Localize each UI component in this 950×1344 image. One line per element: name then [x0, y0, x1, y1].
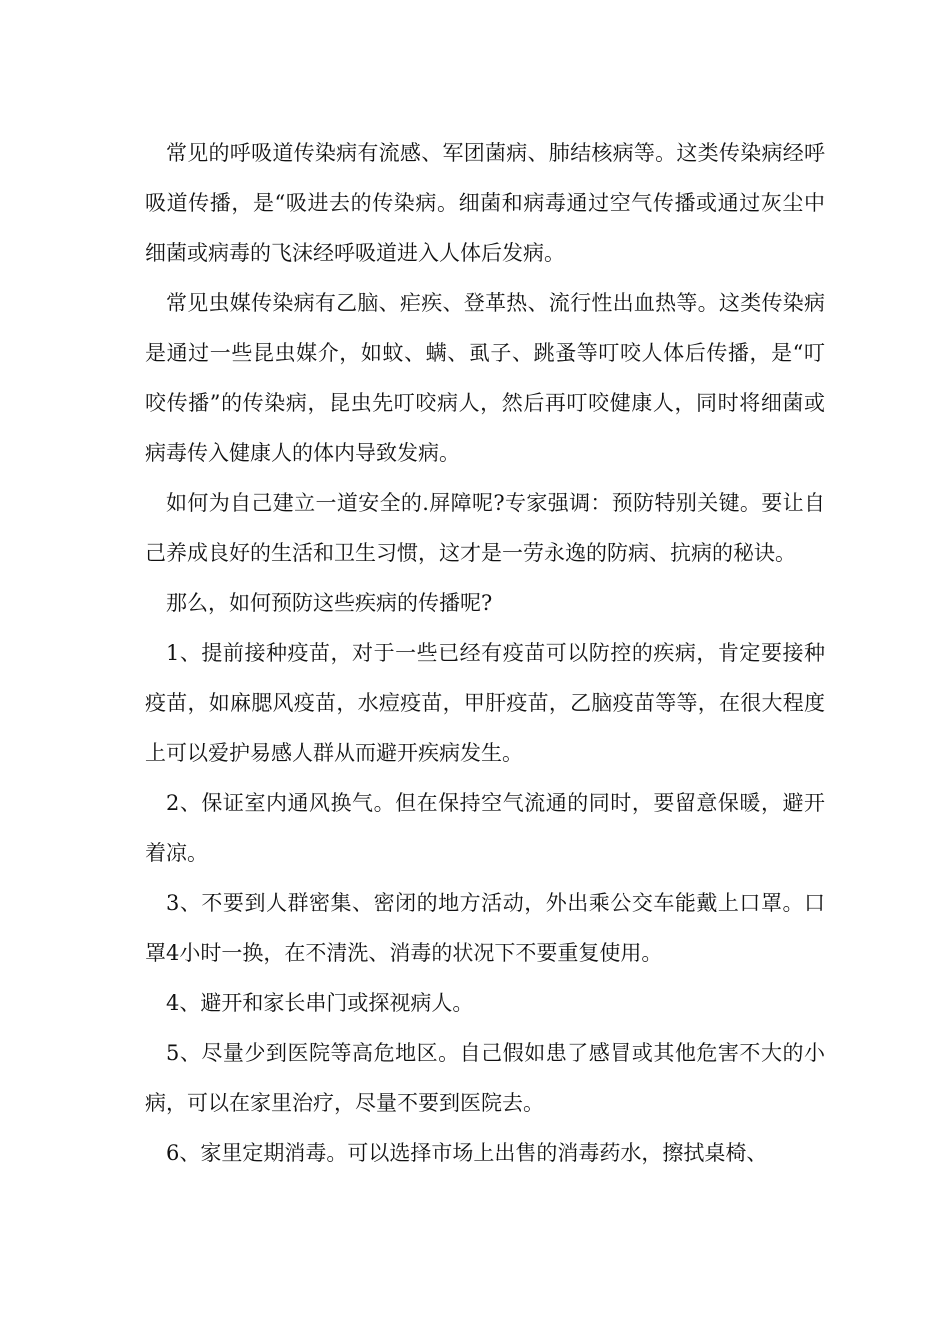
paragraph-prevention-question: 那么，如何预防这些疾病的传播呢?	[166, 591, 493, 615]
list-item-avoid-hospitals: 5、尽量少到医院等高危地区。自己假如患了感冒或其他危害不大的小病，可以在家里治疗，尽量不要到医院去。	[145, 1041, 825, 1115]
list-item-vaccination: 1、提前接种疫苗，对于一些已经有疫苗可以防控的疾病，肯定要接种疫苗，如麻腮风疫苗，水痘疫苗，甲肝疫苗，乙脑疫苗等等，在很大程度上可以爱护易感人群从而避开疾病发生。	[145, 641, 825, 765]
list-item-disinfection: 6、家里定期消毒。可以选择市场上出售的消毒药水，擦拭桌椅、	[166, 1141, 768, 1165]
document-body	[145, 128, 825, 1178]
list-item-ventilation: 2、保证室内通风换气。但在保持空气流通的同时，要留意保暖，避开着凉。	[145, 791, 825, 865]
list-item-avoid-visits: 4、避开和家长串门或探视病人。	[166, 991, 474, 1015]
paragraph-respiratory-diseases: 常见的呼吸道传染病有流感、军团菌病、肺结核病等。这类传染病经呼吸道传播，是“吸进去的传染病。细菌和病毒通过空气传播或通过灰尘中细菌或病毒的飞沫经呼吸道进入人体后发病。	[145, 141, 825, 265]
paragraph-insect-borne-diseases: 常见虫媒传染病有乙脑、疟疾、登革热、流行性出血热等。这类传染病是通过一些昆虫媒介，如蚊、螨、虱子、跳蚤等叮咬人体后传播，是“叮咬传播”的传染病，昆虫先叮咬病人，然后再叮咬健康人，同时将细菌或病毒传入健康人的体内导致发病。	[145, 291, 825, 465]
paragraph-prevention-importance: 如何为自己建立一道安全的.屏障呢?专家强调：预防特别关键。要让自己养成良好的生活和卫生习惯，这才是一劳永逸的防病、抗病的秘诀。	[145, 491, 825, 565]
list-item-avoid-crowds: 3、不要到人群密集、密闭的地方活动，外出乘公交车能戴上口罩。口罩4小时一换，在不清洗、消毒的状况下不要重复使用。	[145, 891, 825, 965]
